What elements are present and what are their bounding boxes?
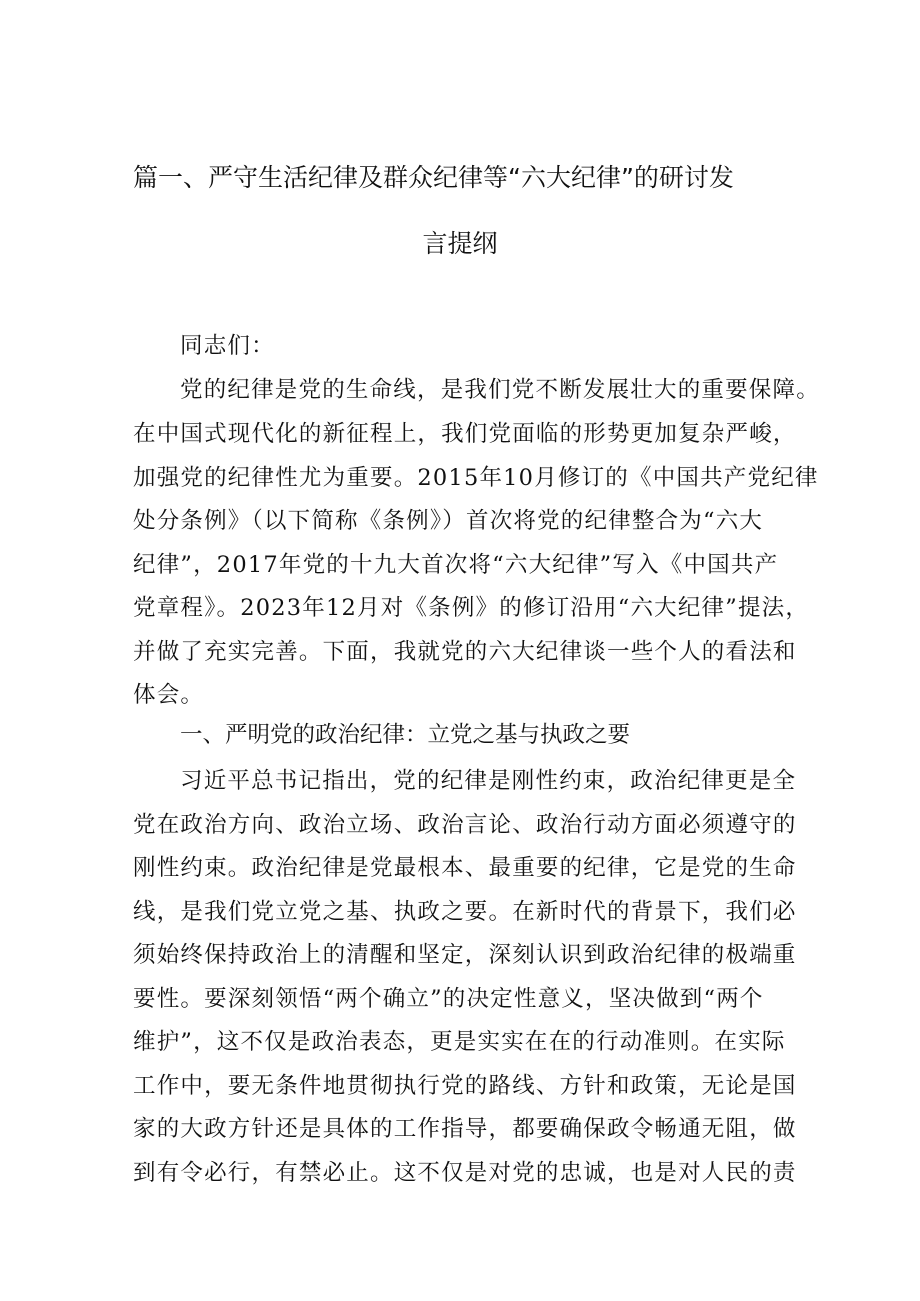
intro-line: 加强党的纪律性尤为重要。2015年10月修订的《中国共产党纪律	[133, 465, 819, 491]
section-line: 线，是我们党立党之基、执政之要。在新时代的背景下，我们必	[133, 899, 797, 925]
section-line: 到有令必行，有禁必止。这不仅是对党的忠诚，也是对人民的责	[133, 1160, 797, 1186]
section-line: 家的大政方针还是具体的工作指导，都要确保政令畅通无阻，做	[133, 1116, 797, 1142]
intro-line: 并做了充实完善。下面，我就党的六大纪律谈一些个人的看法和	[133, 639, 797, 665]
section-line: 党在政治方向、政治立场、政治言论、政治行动方面必须遵守的	[133, 812, 797, 838]
section-line: 习近平总书记指出，党的纪律是刚性约束，政治纪律更是全	[180, 768, 797, 794]
intro-line: 党的纪律是党的生命线，是我们党不断发展壮大的重要保障。	[180, 377, 820, 403]
section-line: 维护”，这不仅是政治表态，更是实实在在的行动准则。在实际	[133, 1029, 786, 1055]
intro-line: 体会。	[133, 682, 205, 708]
document-title-line-1: 篇一、严守生活纪律及群众纪律等“六大纪律”的研讨发	[133, 163, 734, 192]
salutation: 同志们：	[180, 333, 275, 359]
document-title-line-2: 言提纲	[422, 229, 498, 258]
intro-line: 纪律”，2017年党的十九大首次将“六大纪律”写入《中国共产	[133, 552, 779, 578]
section-line: 工作中，要无条件地贯彻执行党的路线、方针和政策，无论是国	[133, 1073, 797, 1099]
intro-line: 党章程》。2023年12月对《条例》的修订沿用“六大纪律”提法，	[133, 595, 810, 621]
section-line: 要性。要深刻领悟“两个确立”的决定性意义，坚决做到“两个	[133, 986, 764, 1012]
section-line: 须始终保持政治上的清醒和坚定，深刻认识到政治纪律的极端重	[133, 942, 797, 968]
intro-line: 处分条例》（以下简称《条例》）首次将党的纪律整合为“六大	[133, 508, 764, 534]
intro-line: 在中国式现代化的新征程上，我们党面临的形势更加复杂严峻，	[133, 421, 797, 447]
section-heading: 一、严明党的政治纪律：立党之基与执政之要	[180, 722, 631, 748]
section-line: 刚性约束。政治纪律是党最根本、最重要的纪律，它是党的生命	[133, 855, 797, 881]
